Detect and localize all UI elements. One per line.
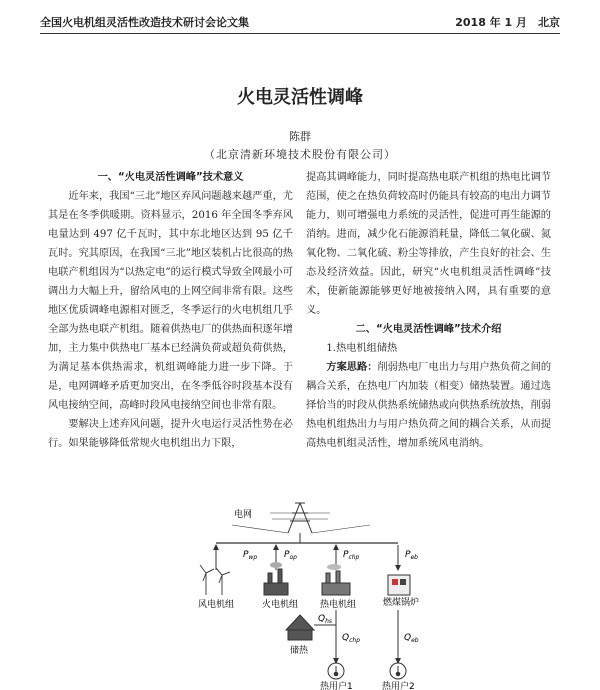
- coal-plant-label: 火电机组: [262, 600, 299, 610]
- heat-storage-icon: [286, 615, 314, 640]
- thermometer-icon: [328, 663, 344, 679]
- paragraph-lead: 方案思路：: [326, 361, 378, 373]
- paragraph: 要解决上述弃风问题，提升火电运行灵活性势在必行。如果能够降低常规火电机组出力下限，: [48, 419, 293, 449]
- thermometer-icon: [390, 663, 406, 679]
- header-rule: [40, 33, 560, 34]
- chp-plant-label: 热电机组: [320, 600, 357, 610]
- transmission-tower-icon: [232, 503, 370, 533]
- p-boiler-label: $P_{eb}$: [405, 550, 418, 561]
- coal-boiler-icon: [388, 575, 410, 595]
- subsection-heading: 1.热电机组储热: [326, 343, 398, 354]
- wind-turbine-icon: [200, 565, 230, 595]
- q-boiler-label: $Q_{eb}$: [404, 633, 419, 644]
- author-affiliation: （北京清新环境技术股份有限公司）: [204, 148, 396, 161]
- paragraph: 近年来，我国“三北”地区弃风问题越来越严重，尤其是在冬季供暖期。资料显示，2016 年全国冬季弃风电量达到 497 亿千瓦时，其中东北地区达到 95 亿千瓦时。究其原因，在我国“三北”地区装机占比很高的热电联产机组因为“以热定电”的运行模式导致全网最小可调出力大幅上升，留给风电的上网空间非常有限。这些地区优质调峰电源相对匮乏，冬季运行的火电机组几乎全部为热电联产机组。随着供热电厂的供热面积逐年增加，主力集中供热电厂基本已经满负荷或超负荷供热，为满足基本供热需求，机组调峰能力进一步下降。于是，电网调峰矛盾更加突出，在冬季低谷时段基本没有风电接纳空间，高峰时段风电接纳空间也非常有限。: [48, 191, 293, 411]
- section-1-heading: 一、“火电灵活性调峰”技术意义: [97, 172, 244, 183]
- author-name: 陈群: [289, 130, 311, 143]
- paragraph-body: 削弱热电厂电出力与用户热负荷之间的耦合关系，在热电厂内加装（相变）储热装置。通过选择恰当的时段从供热系统储热或向供热系统放热，削弱热电机组热出力与用户热负荷之间的耦合关系，从而提高热电机组灵活性，增加系统风电消纳。: [306, 362, 552, 449]
- paper-title: 火电灵活性调峰: [237, 87, 363, 108]
- energy-system-diagram: [0, 495, 600, 690]
- grid-label: 电网: [234, 510, 253, 520]
- header-proceedings-title: 全国火电机组灵活性改造技术研讨会论文集: [40, 16, 249, 29]
- coal-boiler-label: 燃煤锅炉: [383, 598, 420, 608]
- right-column: [306, 168, 551, 453]
- chp-plant-icon: [322, 564, 350, 595]
- p-wind-label: $P_{wp}$: [243, 550, 258, 561]
- paragraph: [306, 358, 551, 453]
- heat-storage-label: 储热: [290, 646, 309, 656]
- p-chp-label: $P_{chp}$: [343, 550, 360, 561]
- wind-turbine-label: 风电机组: [198, 600, 235, 610]
- p-coal-label: $P_{op}$: [284, 550, 297, 561]
- section-2-heading: 二、“火电灵活性调峰”技术介绍: [355, 324, 502, 335]
- heat-user-2-label: 热用户2: [382, 682, 415, 690]
- heat-user-1-label: 热用户1: [320, 682, 353, 690]
- header-date-location: 2018 年 1 月 北京: [455, 16, 560, 29]
- q-chp-label: $Q_{chp}$: [342, 633, 361, 644]
- coal-plant-icon: [264, 562, 288, 595]
- q-storage-label: $Q_{hs}$: [318, 614, 333, 625]
- running-header: [40, 14, 560, 32]
- left-column: [48, 168, 293, 453]
- paragraph: 提高其调峰能力，同时提高热电联产机组的热电比调节范围，使之在热负荷较高时仍能具有较高的电出力调节能力，则可增强电力系统的灵活性，促进可再生能源的消纳。进而，减少化石能源消耗量，降低二氧化碳、氮氧化物、二氧化硫、粉尘等排放，产生良好的社会、生态及经济效益。因此，研究“火电机组灵活性调峰”技术，使新能源能够更好地被接纳入网，具有重要的意义。: [306, 172, 551, 316]
